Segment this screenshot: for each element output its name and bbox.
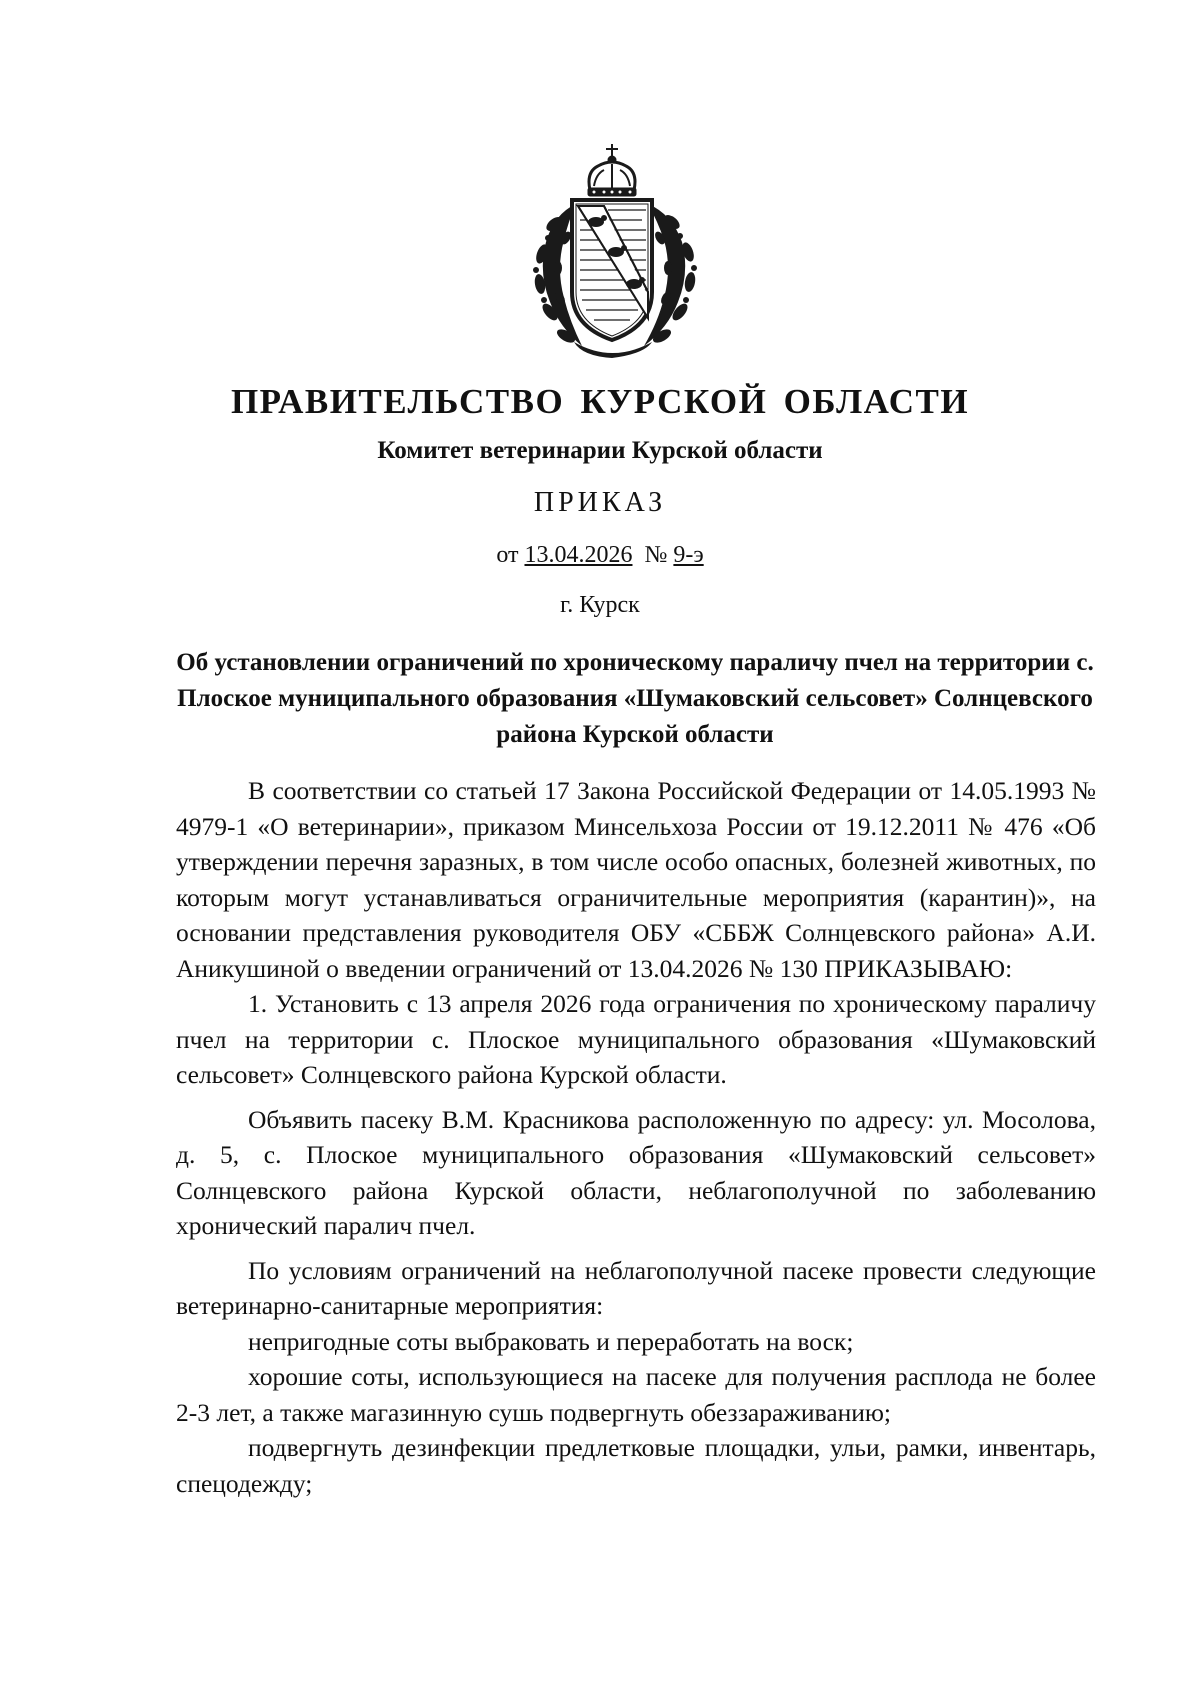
document-type: ПРИКАЗ — [533, 487, 667, 518]
paragraph-declare-apiary: Объявить пасеку В.М. Красникова расположенную по адресу: ул. Мосолова, д. 5, с. Плоское муниципального образования «Шумаковский сельсовет» Солнцевского района Курской области, неблагополучной по заболеванию хронический паралич пчел. — [176, 1104, 1096, 1240]
document-body — [176, 773, 1096, 1501]
committee-name: Комитет ветеринарии Курской области — [377, 437, 823, 464]
document-subject: Об установлении ограничений по хроническому параличу пчел на территории с. Плоское муниципального образования «Шумаковский сельсовет» Солнцевского района Курской области — [176, 649, 1094, 748]
order-date-number — [0, 542, 1200, 569]
paragraph-measures-intro: По условиям ограничений на неблагополучной пасеке провести следующие ветеринарно-санитарные мероприятия: — [176, 1255, 1096, 1320]
order-date: 13.04.2026 — [524, 542, 633, 568]
kursk-region-coat-of-arms-icon — [524, 142, 724, 364]
city: г. Курск — [560, 592, 640, 618]
paragraph-measure-3: подвергнуть дезинфекции предлетковые площадки, ульи, рамки, инвентарь, спецодежду; — [176, 1433, 1096, 1498]
paragraph-measure-2: хорошие соты, использующиеся на пасеке для получения расплода не более 2-3 лет, а также магазинную сушь подвергнуть обеззараживанию; — [176, 1362, 1096, 1427]
number-prefix: № — [644, 542, 668, 568]
paragraph-item-1: 1. Установить с 13 апреля 2026 года ограничения по хроническому параличу пчел на территории с. Плоское муниципального образования «Шумаковский сельсовет» Солнцевского района Курской области. — [176, 989, 1096, 1089]
paragraph-preamble: В соответствии со статьей 17 Закона Российской Федерации от 14.05.1993 № 4979-1 «О ветеринарии», приказом Минсельхоза России от 19.12.2011 № 476 «Об утверждении перечня заразных, в том числе особо опасных, болезней животных, по которым могут устанавливаться ограничительные мероприятия (карантин)», на основании представления руководителя ОБУ «СББЖ Солнцевского района» А.И. Аникушиной о введении ограничений от 13.04.2026 № 130 ПРИКАЗЫВАЮ: — [176, 776, 1096, 983]
paragraph-measure-1: непригодные соты выбраковать и переработать на воск; — [248, 1326, 854, 1356]
order-number: 9-э — [673, 542, 704, 568]
date-prefix: от — [496, 542, 519, 568]
government-title: ПРАВИТЕЛЬСТВО КУРСКОЙ ОБЛАСТИ — [230, 382, 970, 421]
